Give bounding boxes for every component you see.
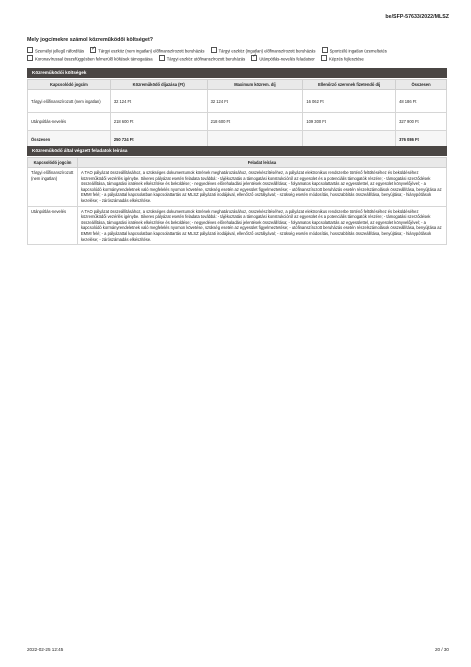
column-header: Összesen <box>396 80 447 90</box>
option-label: Tárgyi eszköz (nem ingatlan) előfinanszírozott beruházás <box>98 48 205 54</box>
checkbox-icon[interactable] <box>321 55 327 61</box>
column-header: Maximum közrem. díj <box>207 80 303 90</box>
task-label-cell: Tárgyi előfinanszírozott (nem ingatlan) <box>28 168 78 207</box>
table-cell: 250 724 Ft <box>110 131 207 149</box>
table-header-row <box>28 158 447 168</box>
column-header: Feladat leírása <box>77 158 446 168</box>
option-fixed-asset-nonproperty[interactable] <box>90 47 204 55</box>
task-description-cell: A TAO pályázat összeállításához, a szükséges dokumentumok körének meghatározásához, összekészítéséhez, a pályázat elektronikus rendszerbe történő feltöltéséhez és beküldéséhez közreműködői vezérlés igénybe. Sikeres pályázat esetén feladata továbbá: - tájékoztatás a támogatási konstrukcióról az egyesület és a potenciális támogatók részére; - támogatási szerződések összeállítása, támogatási iratének elkészítése és beküldése; - negyedéves előrehaladási jelentések összeállítása; - folyamatos kapcsolattartás az egyesülettel, az egyesület könyvelőjével; - a kapcsolódó kormányrendeletnek való megfelelés nyomon követése, szükség esetén az egyesület figyelmeztetése; - utófinanszírozott beruházás esetén részelszámolások összeállítása, benyújtása az EMMI felé; - a pályázattal kapcsolatban kapcsolattartás az MLSZ pályázati irodájával, ellenőrző osztályával; - szükség esetén módosítás, hosszabbítás összeállítása, benyújtása; - hiánypótlások kezelése; - zárószámadás elkészítése. <box>77 168 446 207</box>
table-cell: 376 086 Ft <box>396 131 447 149</box>
table-cell: Összesen <box>28 131 111 149</box>
option-training[interactable] <box>321 55 364 63</box>
option-fixed-asset-property[interactable] <box>211 47 316 55</box>
table-cell: 32 124 Ft <box>207 90 303 113</box>
legal-basis-options <box>27 47 447 62</box>
options-row-2 <box>27 55 447 63</box>
table-row <box>28 168 447 207</box>
question-heading: Mely jogcímekre számol közreműködői költséget? <box>27 37 153 43</box>
option-label: Utánpótlás-nevelés feladatsor <box>259 56 315 61</box>
tasks-section-header: Közreműködő által végzett feladatok leírása <box>27 146 447 156</box>
table-header-row <box>28 80 447 90</box>
option-label: Tárgyi eszköz (ingatlan) előfinanszírozott beruházás <box>218 48 316 54</box>
option-fixed-asset-postfinanced[interactable] <box>159 55 245 63</box>
checkbox-icon[interactable] <box>211 47 217 53</box>
table-cell: 218 600 Ft <box>110 113 207 131</box>
table-cell: 32 124 Ft <box>110 90 207 113</box>
table-row <box>28 113 447 131</box>
option-label: Koronavírussal összefüggésben felmerülő költések támogatása <box>35 56 153 61</box>
checkbox-checked-icon[interactable] <box>251 55 257 61</box>
option-youth-development[interactable] <box>251 55 314 63</box>
options-row-1 <box>27 47 447 55</box>
column-header: Kapcsolódó jogcím <box>28 158 78 168</box>
option-label: Tárgyi eszköz utófinanszírozott beruházás <box>166 56 246 61</box>
table-cell: Utánpótlás-nevelés <box>28 113 111 131</box>
option-label: Személyi jellegű ráfordítás <box>35 48 85 54</box>
option-label: Képzés fejlesztése <box>328 56 364 61</box>
table-cell: 16 062 Ft <box>303 90 396 113</box>
checkbox-icon[interactable] <box>159 55 165 61</box>
column-header: Ellenőrző szervnek fizetendő díj <box>303 80 396 90</box>
option-sports-facility[interactable] <box>322 47 387 55</box>
table-cell: Tárgyi előfinanszírozott (nem ingatlan) <box>28 90 111 113</box>
option-personnel[interactable] <box>27 47 84 55</box>
table-cell: 109 300 Ft <box>303 113 396 131</box>
table-cell: 48 186 Ft <box>396 90 447 113</box>
task-description-cell: A TAO pályázat összeállításához, a szükséges dokumentumok körének meghatározásához, összekészítéséhez, a pályázat elektronikus rendszerbe történő feltöltéséhez és beküldéséhez közreműködői vezérlés igénybe. Sikeres pályázat esetén feladata továbbá: - tájékoztatás a támogatási konstrukcióról az egyesület és a potenciális támogatók részére; - támogatási szerződések összeállítása, támogatási iratének elkészítése és beküldése; - negyedéves előrehaladási jelentések összeállítása; - folyamatos kapcsolattartás az egyesülettel, az egyesület könyvelőjével; - a kapcsolódó kormányrendeletnek való megfelelés nyomon követése, szükség esetén az egyesület figyelmeztetése; - utófinanszírozott beruházás esetén részelszámolások összeállítása, benyújtása az EMMI felé; - a pályázattal kapcsolatban kapcsolattartás az MLSZ pályázati irodájával, ellenőrző osztályával; - szükség esetén módosítás, hosszabbítás összeállítása, benyújtása; - hiánypótlások kezelése; - zárószámadás elkészítése. <box>77 206 446 245</box>
column-header: Közreműködő díjazása (Ft) <box>110 80 207 90</box>
task-label-cell: Utánpótlás-nevelés <box>28 206 78 245</box>
option-covid[interactable] <box>27 55 153 63</box>
costs-section-header: Közreműködői költségek <box>27 68 447 78</box>
checkbox-icon[interactable] <box>322 47 328 53</box>
table-row <box>28 206 447 245</box>
footer-datetime: 2022-02-25 12:45 <box>27 647 64 652</box>
table-row <box>28 90 447 113</box>
costs-table <box>27 79 447 149</box>
option-label: Sportcélú ingatlan üzemeltetés <box>329 48 387 54</box>
checkbox-checked-icon[interactable] <box>90 47 96 53</box>
checkbox-icon[interactable] <box>27 47 33 53</box>
document-id: be/SFP-57633/2022/MLSZ <box>385 14 449 20</box>
table-cell: 327 900 Ft <box>396 113 447 131</box>
page-number: 20 / 30 <box>434 647 449 652</box>
table-cell: 218 600 Ft <box>207 113 303 131</box>
tasks-table <box>27 157 447 245</box>
checkbox-icon[interactable] <box>27 55 33 61</box>
column-header: Kapcsolódó jogcím <box>28 80 111 90</box>
